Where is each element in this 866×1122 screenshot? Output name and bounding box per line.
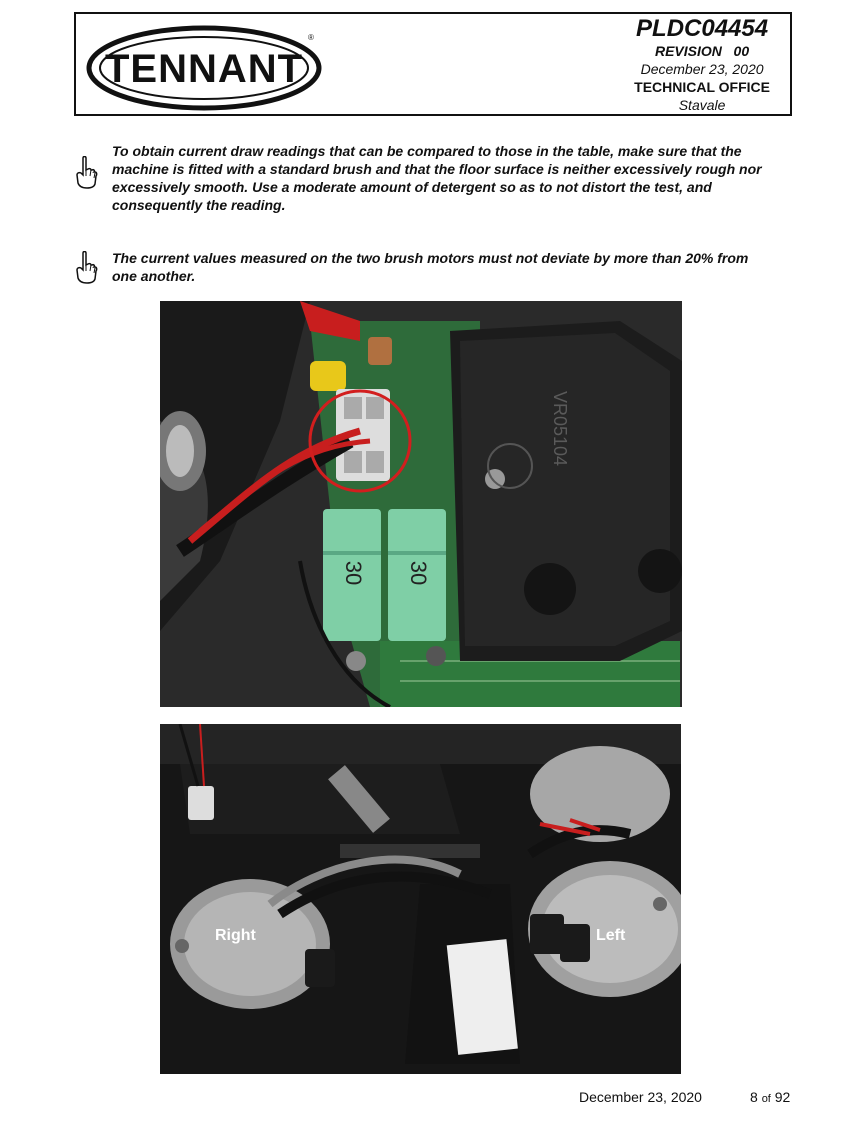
page-of: of bbox=[761, 1093, 771, 1105]
header-date: December 23, 2020 bbox=[640, 61, 764, 77]
office-location: Stavale bbox=[678, 97, 726, 113]
note-text: The current values measured on the two brush motors must not deviate by more than 20% from one another. bbox=[112, 250, 749, 284]
pointing-hand-icon bbox=[74, 156, 104, 214]
photo-control-board bbox=[160, 301, 682, 707]
page-number bbox=[750, 1089, 790, 1105]
page-total: 92 bbox=[774, 1089, 791, 1105]
page-current: 8 bbox=[750, 1089, 758, 1105]
svg-text:®: ® bbox=[308, 33, 314, 42]
office-name: TECHNICAL OFFICE bbox=[634, 79, 770, 95]
note-motor-deviation bbox=[74, 249, 774, 290]
note-standard-brush bbox=[74, 142, 774, 214]
footer-date: December 23, 2020 bbox=[579, 1089, 702, 1105]
pointing-hand-icon bbox=[74, 251, 104, 290]
label-right-motor: Right bbox=[215, 927, 256, 944]
part-marking: VR05104 bbox=[550, 391, 570, 467]
fuse-label-left: 30 bbox=[341, 560, 366, 586]
label-left-motor: Left bbox=[596, 927, 626, 944]
document-code: PLDC04454 bbox=[636, 15, 769, 42]
revision: REVISION 00 bbox=[654, 43, 750, 59]
fuse-label-right: 30 bbox=[406, 560, 431, 586]
document-meta bbox=[634, 16, 770, 114]
tennant-logo bbox=[86, 20, 326, 117]
document-header bbox=[74, 12, 792, 116]
photo-brush-motors bbox=[160, 724, 681, 1074]
logo-wordmark: TENNANT bbox=[104, 47, 304, 91]
note-text: To obtain current draw readings that can be compared to those in the table, make sure that the machine is fitted with a standard brush and that the floor surface is neither excessively rough nor excessively smooth. Use a moderate amount of detergent so as to not distort the test, and consequently the reading. bbox=[112, 143, 762, 213]
